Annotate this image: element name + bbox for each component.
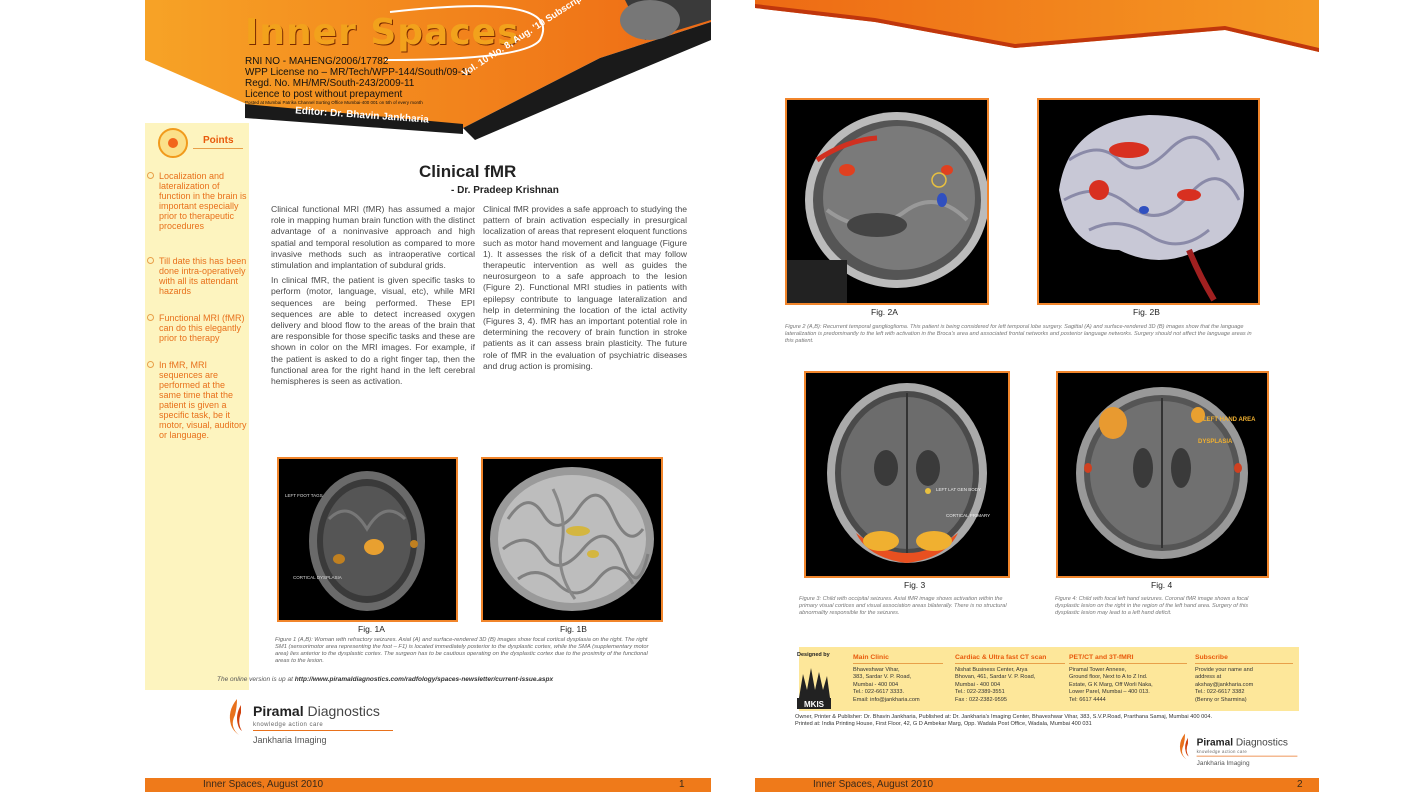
figure-label: LEFT LAT GEN BODY: [936, 487, 982, 492]
piramal-logo: [223, 697, 423, 747]
figure-label: DYSPLASIA: [1198, 439, 1233, 445]
page-footer: [145, 778, 711, 792]
masthead-title: Inner Spaces: [245, 12, 520, 53]
header-banner: [755, 0, 1319, 58]
logo-brand: Piramal Diagnostics: [1196, 736, 1288, 748]
owner-line: Owner, Printer & Publisher: Dr. Bhavin Jankharia, Published at: Dr. Jankharia's Imaging Center, Bhaveshwar Vihar, 383, S.V.P.Road, Prarthana Samaj, Mumbai 400 004.: [795, 714, 1212, 720]
paragraph: In clinical fMR, the patient is given specific tasks to perform (motor, language, visual, etc), while MRI sequences are being performed. These EPI sequences are able to detect increased oxygen delivery and blood flow to the areas of the brain that are responsible for those specific tasks and these are shown in color on the MRI images. For example, if the patient is asked to do a right finger tap, then the functional area for the right hand in the left cerebral hemispheres is seen as activation.: [271, 275, 475, 387]
logo-brand: Piramal Diagnostics: [253, 703, 380, 719]
points-sidebar: [145, 123, 249, 690]
points-title: Points: [203, 135, 234, 146]
page-number: 2: [1297, 779, 1303, 790]
online-prefix: The online version is up at: [217, 676, 293, 683]
figure-1b-caption: Fig. 1B: [560, 624, 587, 634]
address-line: Bhaveshwar Vihar,: [853, 666, 900, 673]
paragraph: Clinical functional MRI (fMR) has assumed a major role in mapping human brain function with the distinct advantage of a noninvasive approach and high spatial and temporal resolution as compared to more invasive methods such as intraoperative cortical stimulation and implantation of subdural grids.: [271, 204, 475, 271]
page-1: [145, 0, 711, 800]
piramal-logo: [1175, 732, 1288, 767]
registration-line: Licence to post without prepayment: [245, 89, 403, 100]
footer-title: Inner Spaces, August 2010: [813, 779, 934, 790]
logo-subtitle: Jankharia Imaging: [1196, 759, 1250, 767]
editor-credit: Editor: Dr. Bhavin Jankharia: [294, 105, 430, 126]
address-line: Mumbai - 400 004: [853, 681, 899, 688]
figure-3-description: Figure 3: Child with occipital seizures. Axial fMR image shows activation within the primary visual cortices and visual association areas bilaterally. There is no structural abnormality responsible for the seizures.: [799, 596, 1007, 616]
figure-1a-image: [277, 457, 458, 622]
cardiac-block: [955, 654, 1065, 705]
divider: [193, 148, 243, 149]
figure-4-image: [1056, 371, 1269, 578]
divider: [1197, 756, 1298, 757]
logo-tagline: knowledge action care: [1196, 750, 1248, 755]
posted-note: Posted at Mumbai Patrika Channel Sorting Office Mumbai-400 001 on 5th of every month: [245, 100, 423, 105]
figure-label: CORTICAL PRIMARY: [946, 513, 991, 518]
figure-label: LEFT FOOT TAGS: [285, 493, 323, 498]
figure-label: CORTICAL DYSPLASIA: [293, 575, 342, 580]
article-column-1: [271, 204, 475, 391]
address-line: Nishat Business Center, Arya: [955, 666, 1028, 673]
block-heading: Subscribe: [1195, 654, 1293, 664]
block-heading: Cardiac & Ultra fast CT scan: [955, 654, 1065, 664]
registration-block: [245, 56, 471, 106]
registration-line: Regd. No. MH/MR/South-243/2009-11: [245, 78, 415, 89]
article-title: Clinical fMR: [419, 162, 517, 181]
designed-by-label: Designed by: [797, 652, 830, 658]
paragraph: Clinical fMR provides a safe approach to studying the pattern of brain activation especially in presurgical localization of areas that represent eloquent functions such as motor hand movement and language (Figure 1). It assesses the risk of a deficit that may follow therapeutic intervention as well as guides the neurosurgeon to a safe approach to the lesion (Figure 2). Functional MRI studies in patients with epilepsy contribute to language lateralization and help in determining the location of the ictal activity (Figures 3, 4). fMR has an important potential role in determining the recovery of brain function in stroke patients as it can assess brain plasticity. The future role of fMR in the evaluation of psychiatric diseases and drug action is promising.: [483, 204, 687, 371]
figure-2-description: Figure 2 (A,B): Recurrent temporal ganglioglioma. This patient is being considered for left temporal lobe surgery. Sagittal (A) and surface-rendered 3D (B) images show that the language lateralization is predominantly to the left with activation in the Broca's area and associated frontal networks and posterior language networks. Surgery should not affect the language areas in this patient.: [785, 324, 1252, 344]
info-line: address at: [1195, 674, 1222, 681]
article-author: - Dr. Pradeep Krishnan: [451, 185, 559, 196]
address-line: Lower Parel, Mumbai – 400 013.: [1069, 689, 1150, 696]
publisher-info: [795, 714, 1315, 728]
email-line[interactable]: akshay@jankharia.com: [1195, 681, 1254, 688]
point-item: Localization and lateralization of function in the brain is important especially prior to therapeutic procedures: [159, 171, 249, 231]
phone-line: Tel.: 022-6617 3382: [1195, 689, 1245, 696]
figure-4-description: Figure 4: Child with focal left hand seizures. Coronal fMR image shows a focal dysplastic lesion on the right in the region of the left hand area. Surgery of this dysplastic lesion may lead to a left hand deficit.: [1055, 596, 1249, 616]
target-icon: [158, 128, 188, 158]
figure-1a-caption: Fig. 1A: [358, 624, 385, 634]
registration-line: WPP License no – MR/Tech/WPP-144/South/09-11: [245, 67, 472, 78]
registration-line: RNI NO - MAHENG/2006/17782: [245, 56, 389, 67]
figure-3-image: [804, 371, 1010, 578]
mkis-logo: [795, 660, 833, 710]
phone-line: Tel.: 022-2389-3551: [955, 689, 1005, 696]
block-heading: Main Clinic: [853, 654, 943, 664]
point-item: Till date this has been done intra-operatively with all its attendant hazards: [159, 256, 249, 296]
mkis-text: MKIS: [804, 700, 824, 709]
info-line: (Benny or Sharmina): [1195, 696, 1247, 703]
fax-line: Fax : 022-2382-9595: [955, 696, 1007, 703]
piramal-flame-icon: [223, 697, 247, 737]
address-line: Ground floor, Next to A to Z Ind.: [1069, 674, 1148, 681]
block-heading: PET/CT and 3T-fMRI: [1069, 654, 1187, 664]
phone-line: Tel.: 022-6617 3333.: [853, 689, 905, 696]
figure-4-caption: Fig. 4: [1151, 580, 1173, 590]
email-line[interactable]: Email: info@jankharia.com: [853, 696, 920, 703]
piramal-flame-icon: [1175, 732, 1192, 761]
article-column-2: [483, 204, 687, 376]
figure-2b-image: [1037, 98, 1260, 305]
address-line: Bhovan, 461, Sardar V. P. Road,: [955, 674, 1036, 681]
figure-label: LEFT HAND AREA: [1203, 417, 1256, 423]
page-2: [755, 0, 1319, 800]
online-link[interactable]: http://www.piramaldiagnostics.com/radfology/spaces-newsletter/current-issue.aspx: [294, 676, 554, 683]
logo-subtitle: Jankharia Imaging: [253, 735, 327, 745]
page-footer: [755, 778, 1319, 792]
figure-2a-caption: Fig. 2A: [871, 307, 898, 317]
address-line: Estate, G K Marg, Off Worli Naka,: [1069, 681, 1153, 688]
online-version-note: [217, 676, 553, 683]
figure-1b-image: [481, 457, 663, 622]
figure-1-description: Figure 1 (A,B): Woman with refractory seizures. Axial (A) and surface-rendered 3D (B) images show focal cortical dysplasia on the right. The right SM1 (sensorimotor area representing the foot – F1) is located immediately posterior to the dysplastic cortex, while the SMA (supplementary motor area) lies anterior to the dysplastic cortex. The surgeon has to be cautious operating on the dysplastic cortex due to the proximity of the functional areas to the lesion.: [275, 637, 649, 664]
point-item: Functional MRI (fMR) can do this elegantly prior to therapy: [159, 313, 249, 343]
page-number: 1: [679, 779, 685, 790]
figure-2a-image: [785, 98, 989, 305]
divider: [253, 730, 393, 731]
printer-line: Printed at: India Printing House, First Floor, 42, G D Ambekar Marg, Opp. Wadala Post Office, Wadala, Mumbai 400 031: [795, 721, 1092, 727]
petct-block: [1069, 654, 1187, 705]
footer-title: Inner Spaces, August 2010: [203, 779, 324, 790]
logo-tagline: knowledge action care: [253, 722, 324, 728]
main-clinic-block: [853, 654, 943, 705]
address-line: Mumbai - 400 004: [955, 681, 1001, 688]
info-line: Provide your name and: [1195, 666, 1253, 673]
figure-3-caption: Fig. 3: [904, 580, 926, 590]
subscribe-block: [1195, 654, 1293, 705]
address-line: Piramal Tower Annexe,: [1069, 666, 1127, 673]
address-line: 383, Sardar V. P. Road,: [853, 674, 912, 681]
point-item: In fMR, MRI sequences are performed at the same time that the patient is given a specific task, be it motor, visual, auditory or language.: [159, 360, 249, 440]
figure-2b-caption: Fig. 2B: [1133, 307, 1160, 317]
phone-line: Tel: 6617 4444: [1069, 696, 1106, 703]
